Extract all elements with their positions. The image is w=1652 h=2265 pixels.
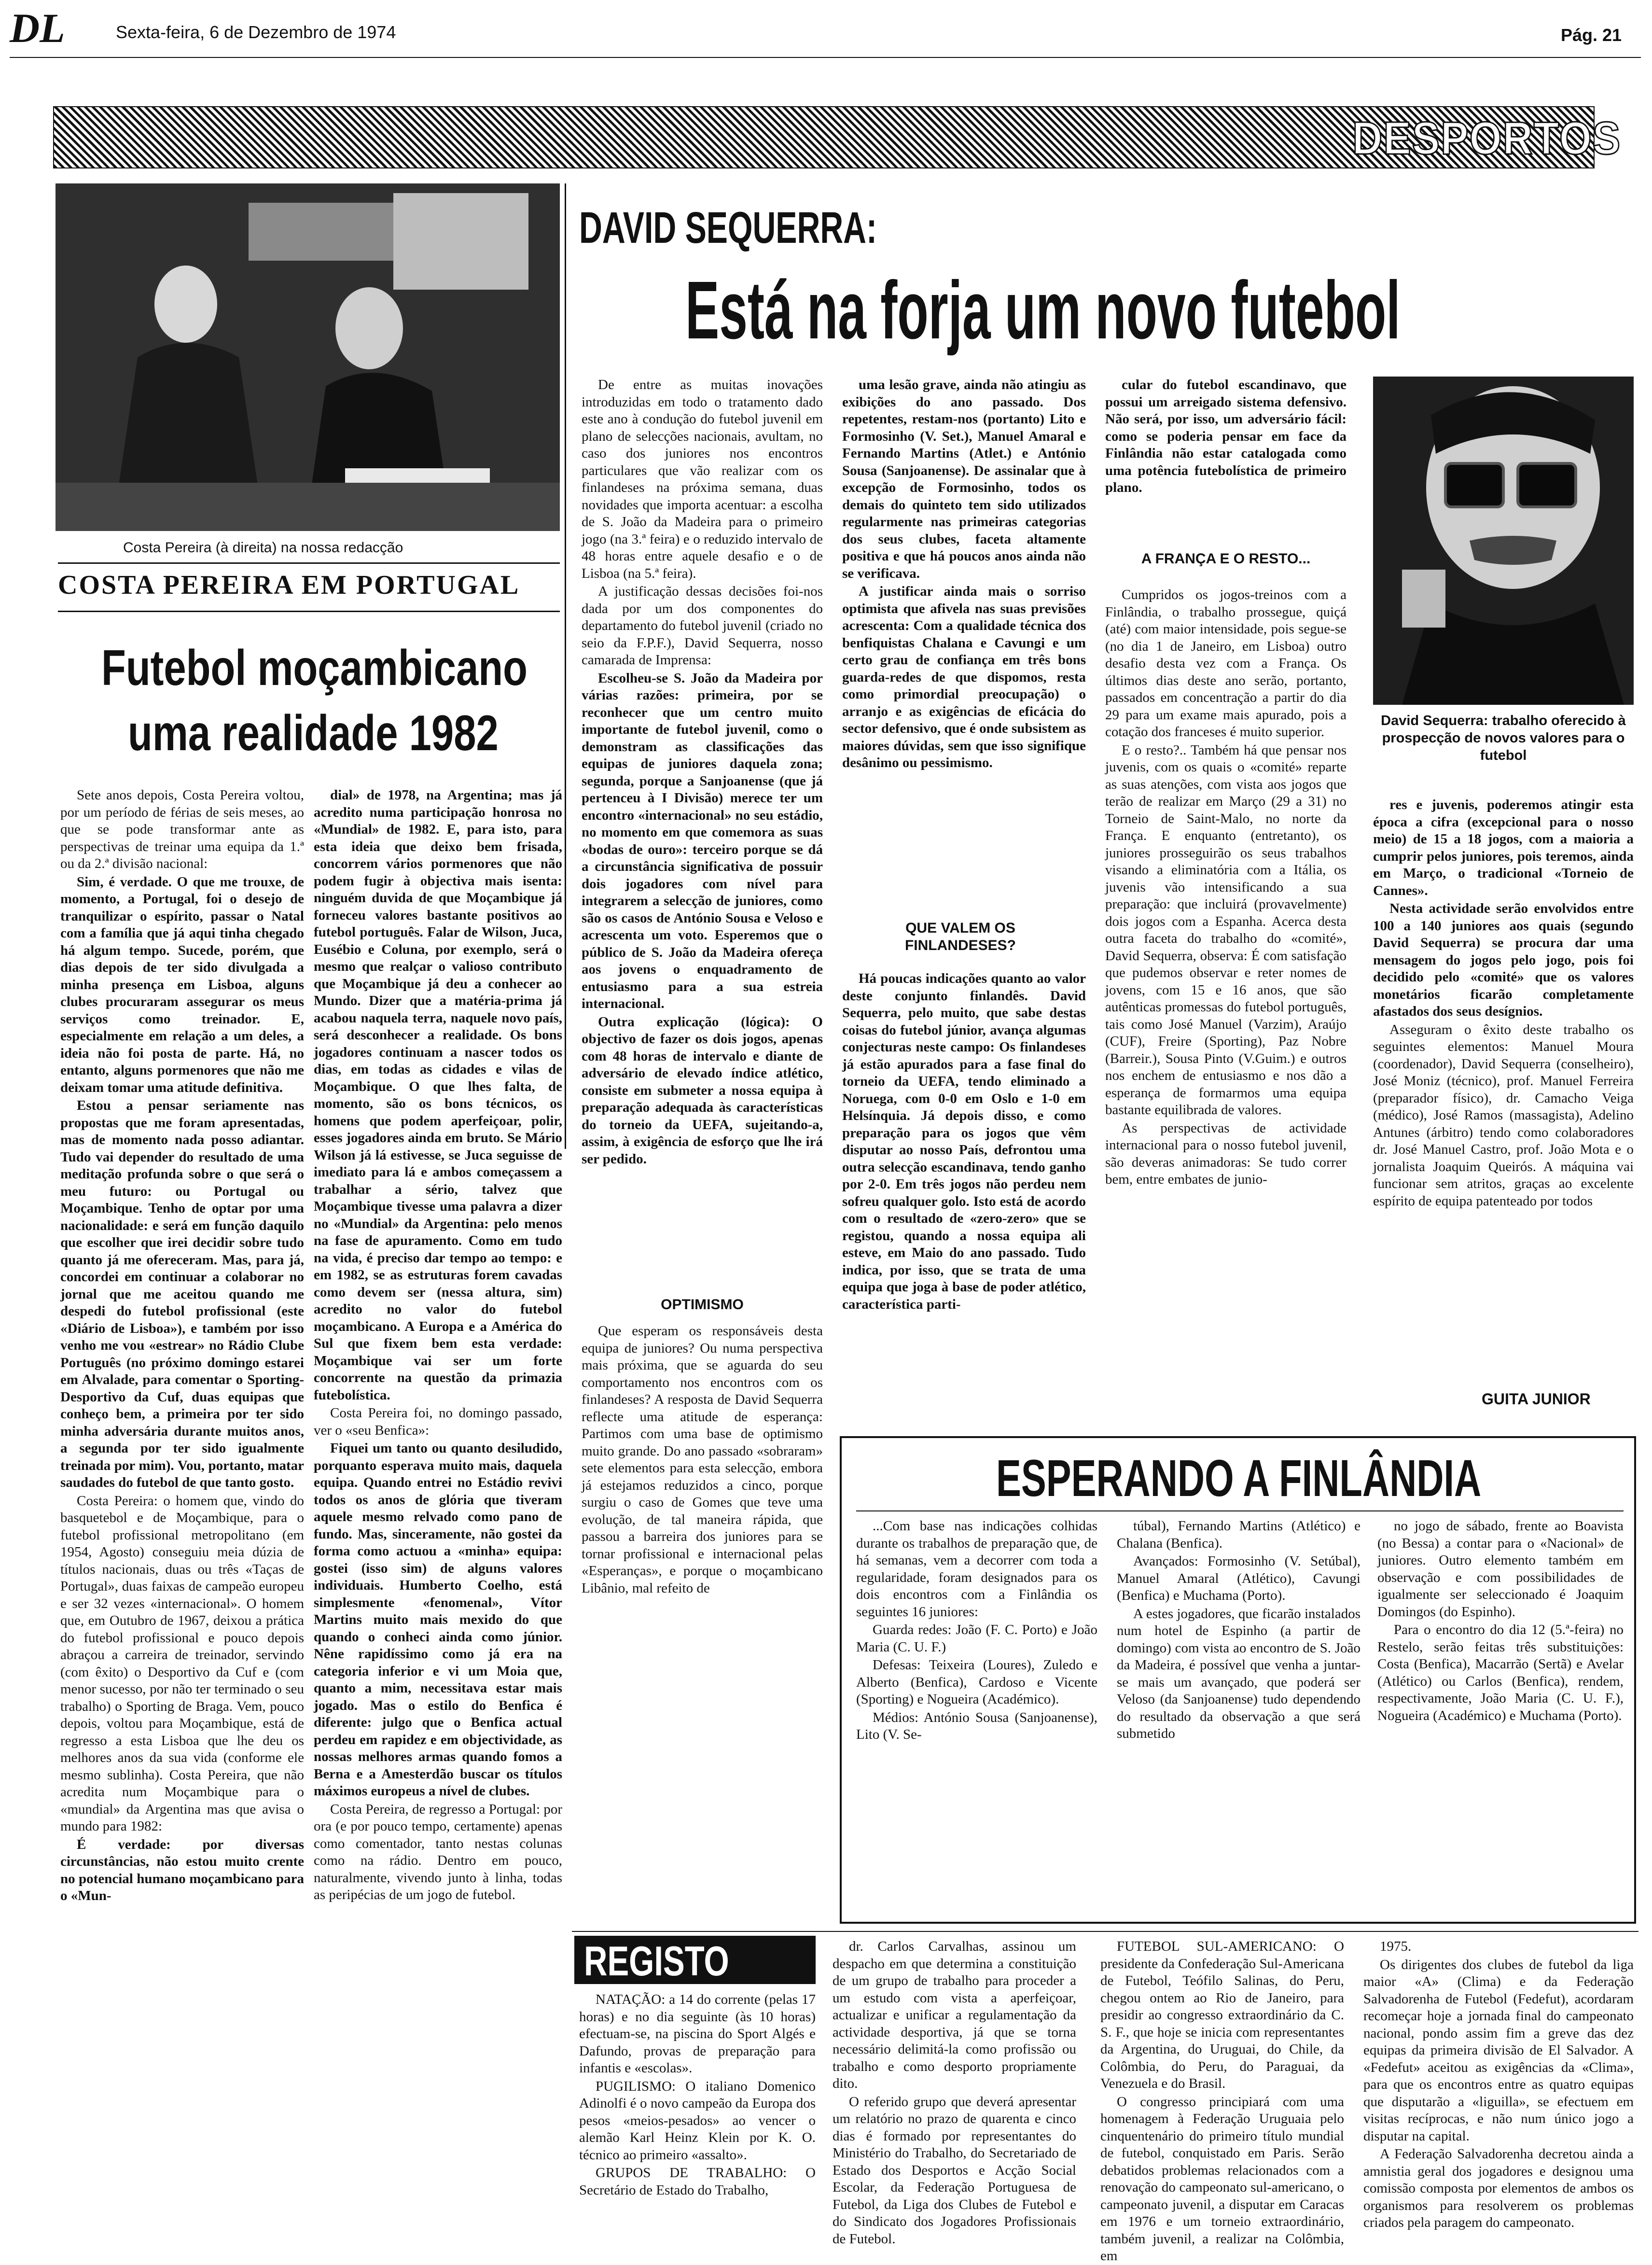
- paragraph: E o resto?.. Também há que pensar nos juvenis, com os quais o «comité» reparte as suas atenções, com vista aos jogos que terão de realizar em Março (29 a 31) no Torneio de Saint-Malo, no norte da França. E enquanto (entretanto), os juniores prosseguirão os seus trabalhos visando a eliminatória com a Itália, os juvenis vão intensificando a sua preparação: que incluirá (provavelmente) dois jogos com a Espanha. Acerca desta outra faceta do trabalho do «comité», David Sequerra, observa: É com satisfação que pudemos observar e reter nomes de jovens, com 15 e 16 anos, que são autênticas promessas do futebol português, tais como José Manuel (Varzim), Araújo (CUF), Freire (Sporting), Paz Nobre (Barreir.), Sousa Pinto (V.Guim.) e outros nos enchem de entusiasmo e nos dão a esperança de formarmos uma equipa bastante equilibrada de valores.: [1105, 742, 1347, 1118]
- paragraph: De entre as muitas inovações introduzidas em todo o tratamento dado este ano à condução do futebol juvenil em plano de selecções nacionais, avultam, no caso dos juniores nos encontros particulares que vão realizar com os finlandeses na próxima semana, duas novidades que importa acentuar: a escolha de S. João da Madeira para o primeiro jogo (na 3.ª feira) e o reduzido intervalo de 48 horas entre aquele desafio e o de Lisboa (na 5.ª feira).: [582, 377, 823, 581]
- paragraph: Para o encontro do dia 12 (5.ª-feira) no Restelo, serão feitas três substituições: Costa (Benfica), Macarrão (Sertã) e Avelar (Atlético) ou Carlos (Benfica), rendem, respectivamente, João Maria (C. U. F.), Nogueira (Académico) e Muchama (Porto).: [1377, 1622, 1624, 1723]
- left-headline-line1: Futebol moçambicano: [101, 640, 528, 696]
- header-rule: [10, 57, 1641, 58]
- left-column-2: [314, 787, 562, 2254]
- david-sequerra-photo: [1373, 377, 1634, 705]
- column-divider: [565, 183, 566, 1149]
- main-column-3: [1105, 377, 1347, 521]
- registo-column-2: [833, 1938, 1076, 2254]
- paragraph: res e juvenis, poderemos atingir esta época a cifra (excepcional para o nosso meio) de 15 a 18 jogos, com a maioria a cumprir pelos juniores, pois teremos, ainda em Março, o tradicional «Torneio de Cannes».: [1373, 797, 1634, 898]
- paragraph: A justificar ainda mais o sorriso optimista que afivela nas suas previsões acrescenta: Com a qualidade técnica dos benfiquistas Chalana e Cavungi e um certo grau de confiança em três bons guarda-redes de que dispomos, resta como primordial preocupação) o arranjo e as exigências de eficácia do sector defensivo, que é onde subsistem as maiores dúvidas, sem que isso signifique desânimo ou pessimismo.: [842, 584, 1086, 770]
- paragraph: túbal), Fernando Martins (Atlético) e Chalana (Benfica).: [1117, 1518, 1360, 1551]
- paragraph: Escolheu-se S. João da Madeira por várias razões: primeira, por se reconhecer que um centro muito importante de futebol juvenil, como o demonstram as classificações das equipas de juniores daquela zona; segunda, porque a Sanjoanense (que já pertenceu à I Divisão) merece ter um encontro «internacional» no seu estádio, no momento em que comemora as suas «bodas de ouro»: terceiro porque se dá a circunstância significativa de possuir dois jogadores com nível para integrarem a selecção de juniores, como são os casos de António Sousa e Veloso e acrescenta um voto. Esperemos que o público de S. João da Madeira ofereça aos jovens o enquadramento de entusiasmo para a sua estreia internacional.: [582, 670, 823, 1011]
- paragraph: cular do futebol escandinavo, que possui um arreigado sistema defensivo. Não será, por isso, um adversário fácil: como se poderia pensar em face da Finlândia não estar catalogada como uma potência futebolística de primeiro plano.: [1105, 377, 1347, 495]
- section-banner: [53, 106, 1622, 168]
- registo-title: REGISTO: [584, 1938, 729, 1985]
- main-column-1: [582, 377, 823, 1270]
- david-sequerra-caption: David Sequerra: trabalho oferecido à prospecção de novos valores para o futebol: [1381, 713, 1626, 763]
- finlandia-rule: [856, 1510, 1624, 1511]
- paragraph: A estes jogadores, que ficarão instalados num hotel de Espinho (a partir de domingo) com vista ao encontro de S. João da Madeira, é possível que venha a juntar-se mais um avançado, que poderá ser Veloso (da Sanjoanense) tudo dependendo do resultado da observação a que será submetido: [1117, 1606, 1360, 1741]
- main-column-2: [842, 377, 1086, 915]
- paragraph: Costa Pereira, de regresso a Portugal: por ora (e por pouco tempo, certamente) apenas como comentador, tanto nestas colunas como na rádio. Dentro em pouco, naturalmente, vivendo junto à linha, todas as peripécias de um jogo de futebol.: [314, 1801, 562, 1902]
- paragraph: É verdade: por diversas circunstâncias, não estou muito crente no potencial humano moçambicano para o «Mun-: [60, 1836, 304, 1903]
- main-headline: Está na forja um novo futebol: [685, 265, 1401, 356]
- finlandia-column-1: [856, 1518, 1097, 1914]
- paragraph: Há poucas indicações quanto ao valor deste conjunto finlandês. David Sequerra, pelo muito, que sabe destas coisas do futebol júnior, avança algumas conjecturas neste campo: Os finlandeses já estão apurados para a fase final do torneio da UEFA, tendo eliminado a Noruega, com 0-0 em Oslo e 1-0 em Helsínquia. Já depois disso, e como preparação para os jogos que vêm disputar ao nosso País, defrontou uma outra selecção escandinava, tendo ganho por 2-0. Em três jogos não perdeu nem sofreu qualquer golo. Isto está de acordo com o resultado de «zero-zero» que se registou, quando a nossa equipa ali esteve, em Maio do ano passado. Tudo indica, por isso, que se trata de uma equipa que joga à base de poder atlético, característica parti-: [842, 971, 1086, 1312]
- franca-heading: A FRANÇA E O RESTO...: [1141, 551, 1311, 567]
- finlandia-column-3: [1377, 1518, 1624, 1914]
- left-headline-line2: uma realidade 1982: [128, 705, 499, 761]
- paragraph: dial» de 1978, na Argentina; mas já acredito numa participação honrosa no «Mundial» de 1982. E, para isto, para esta ideia que deixo bem frisada, concorrem vários pormenores que não podem fugir à objectiva mais isenta: ninguém duvida de que Moçambique já forneceu valores bastante positivos ao futebol português. Falar de Wilson, Juca, Eusébio e Coluna, por exemplo, será o mesmo que realçar o valioso contributo que Moçambique já deu a conhecer ao Mundo. Dizer que a matéria-prima já acabou naquela terra, naquele novo país, será desconhecer a realidade. Os bons jogadores continuam a nascer todos os dias, em todas as cidades e vilas de Moçambique. O que lhes falta, de momento, são os bons técnicos, os homens que podem aperfeiçoar, polir, esses jogadores ainda em bruto. Se Mário Wilson já lá estivesse, se Juca seguisse de imediato para lá e ambos começassem a trabalhar a sério, talvez que Moçambique tivesse uma palavra a dizer no «Mundial» da Argentina: pelo menos na fase de apuramento. Como em tudo na vida, é preciso dar tempo ao tempo: e em 1982, se as estruturas forem cavadas como devem ser (nessa altura, sim) acredito no valor do futebol moçambicano. A Europa e a América do Sul que fixem bem esta verdade: Moçambique vai ser um forte concorrente na questão da primazia futebolística.: [314, 787, 562, 1403]
- registo-column-3: [1100, 1938, 1344, 2264]
- paragraph: Os dirigentes dos clubes de futebol da liga maior «A» (Clima) e da Federação Salvadorenha de Futebol (Fedefut), acordaram recomeçar hoje a jornada final do campeonato nacional, pondo assim fim a greve das dez equipas da primeira divisão de El Salvador. A «Fedefut» aceitou as exigências da «Clima», para que os encontros entre as quatro equipas que disputarão a «liguilla», se efectuem em visitas recíprocas, e não num único jogo a disputar na capital.: [1363, 1957, 1634, 2144]
- paragraph: Asseguram o êxito deste trabalho os seguintes elementos: Manuel Moura (coordenador), David Sequerra (conselheiro), José Moniz (técnico), prof. Manuel Ferreira (preparador físico), dr. Camacho Veiga (médico), José Ramos (massagista), Adelino Antunes (árbitro) tendo como colaboradores dr. José Manuel Castro, prof. João Mota e o jornalista Joaquim Queirós. A máquina vai funcionar sem atritos, graças ao excelente espírito de equipa patenteado por todos: [1373, 1021, 1634, 1209]
- paragraph: Nesta actividade serão envolvidos entre 100 a 140 juniores aos quais (segundo David Sequerra) se procura dar uma mensagem do jogos pelo jogo, pois foi decidido pelo «comité» que os valores monetários ficarão completamente afastados dos seus desígnios.: [1373, 901, 1634, 1019]
- registo-top-rule: [572, 1931, 1638, 1932]
- paragraph: Médios: António Sousa (Sanjoanense), Lito (V. Se-: [856, 1709, 1097, 1742]
- main-column-4: [1373, 797, 1634, 1383]
- finlandia-box: [840, 1436, 1636, 1924]
- paragraph: Costa Pereira foi, no domingo passado, ver o «seu Benfica»:: [314, 1405, 562, 1438]
- registo-column-1: [579, 1991, 816, 2254]
- finlandeses-heading: QUE VALEM OS FINLANDESES?: [904, 920, 1016, 953]
- finlandeses-column: [842, 970, 1086, 1402]
- paragraph: Defesas: Teixeira (Loures), Zuledo e Alberto (Benfica), Cardoso e Vicente (Sporting) e Nogueira (Académico).: [856, 1657, 1097, 1707]
- paragraph: O congresso principiará com uma homenagem à Federação Uruguaia pelo cinquentenário do primeiro título mundial de futebol, conquistado em Paris. Serão debatidos problemas relacionados com a renovação do campeonato sul-americano, o campeonato juvenil, a disputar em Caracas em 1976 e um torneio extraordinário, também juvenil, a realizar na Colômbia, em: [1100, 2094, 1344, 2264]
- paragraph: no jogo de sábado, frente ao Boavista (no Bessa) a contar para o «Nacional» de juniores. Outro elemento também em observação e com possibilidades de igualmente ser seleccionado é Joaquim Domingos (do Espinho).: [1377, 1518, 1624, 1620]
- main-kicker: DAVID SEQUERRA:: [579, 203, 877, 252]
- paragraph: As perspectivas de actividade internacional para o nosso futebol juvenil, são deveras animadoras: Se tudo correr bem, entre embates de junio-: [1105, 1120, 1347, 1187]
- section-title: DESPORTOS: [1352, 112, 1622, 164]
- paragraph: Avançados: Formosinho (V. Setúbal), Manuel Amaral (Atlético), Cavungi (Benfica) e Muchama (Porto).: [1117, 1553, 1360, 1603]
- paragraph: A Federação Salvadorenha decretou ainda a amnistia geral dos jogadores e designou uma comissão composta por elementos de ambos os organismos para resolverem os problemas criados pela paragem do campeonato.: [1363, 2146, 1634, 2230]
- left-kicker: COSTA PEREIRA EM PORTUGAL: [58, 570, 520, 600]
- paragraph: Outra explicação (lógica): O objectivo de fazer os dois jogos, apenas com 48 horas de intervalo e diante de adversário de elevado índice atlético, consiste em submeter a nossa equipa à preparação adequada às características do torneio da UEFA, sujeitando-a, assim, à exigência de esforço que lhe irá ser pedido.: [582, 1014, 823, 1167]
- finlandia-headline: ESPERANDO A FINLÂNDIA: [996, 1449, 1482, 1507]
- paragraph: ...Com base nas indicações colhidas durante os trabalhos de preparação que, de há semanas, vem a decorrer com toda a regularidade, foram designados para os dois encontros com a Finlândia os seguintes 16 juniores:: [856, 1518, 1097, 1620]
- paragraph: Costa Pereira: o homem que, vindo do basquetebol e de Moçambique, para o futebol profissional metropolitano (em 1954, Agosto) conseguiu meia dúzia de títulos nacionais, duas ou três «Taças de Portugal», duas faixas de campeão europeu e ser 32 vezes «internacional». O homem que, em Outubro de 1967, deixou a prática do futebol profissional e pouco depois abraçou a carreira de treinador, servindo (com êxito) o Desportivo da Cuf e (com menor sucesso, por não ter terminado o seu trabalho) o Sporting de Braga. Vem, pouco depois, voltou para Moçambique, está de regresso a esta Lisboa que lhe deu os melhores anos da sua vida (conforme ele mesmo sublinha). Costa Pereira, que não acredita num Moçambique para o «mundial» da Argentina mas que avisa o mundo para 1982:: [60, 1493, 304, 1834]
- registo-column-4: [1363, 1938, 1634, 2254]
- paragraph: GRUPOS DE TRABALHO: O Secretário de Estado do Trabalho,: [579, 2165, 816, 2198]
- franca-column: [1105, 587, 1347, 1402]
- paragraph: FUTEBOL SUL-AMERICANO: O presidente da Confederação Sul-Americana de Futebol, Teófilo Salinas, do Peru, chegou ontem ao Rio de Janeiro, para presidir ao congresso extraordinário da C. S. F., que hoje se inicia com representantes da Argentina, do Uruguai, do Chile, da Colômbia, do Peru, do Paraguai, da Venezuela e do Brasil.: [1100, 1939, 1344, 2091]
- paragraph: Sete anos depois, Costa Pereira voltou, por um período de férias de seis meses, ao que se pode transformar ante as perspectivas de treinar uma equipa da 1.ª ou da 2.ª divisão nacional:: [60, 787, 304, 871]
- page-number: Pág. 21: [1561, 25, 1622, 45]
- paragraph: Que esperam os responsáveis desta equipa de juniores? Ou numa perspectiva mais próxima, que se aguarda do seu comportamento nos encontros com os finlandeses? A resposta de David Sequerra reflecte uma atitude de esperança: Partimos com uma base de optimismo muito grande. Do ano passado «sobraram» sete elementos para esta selecção, embora já estejamos reduzidos a cinco, porque surgiu o caso de Gomes que teve uma evolução, de tal maneira rápida, que passou a barreira dos juniores para se tornar profissional e internacional pelas «Esperanças», e porque o moçambicano Libânio, mal refeito de: [582, 1323, 823, 1596]
- paragraph: Estou a pensar seriamente nas propostas que me foram apresentadas, mas de momento nada posso adiantar. Tudo vai depender do resultado de uma meditação profunda sobre o que será o meu futuro: ou Portugal ou Moçambique. Tenho de optar por uma nacionalidade: e será em função daquilo que escolher que irei decidir sobre tudo quanto já me ofereceram. Mas, para já, concordei em continuar a colaborar no jornal que me aceitou quando me despedi do futebol profissional (este «Diário de Lisboa»), e também por isso venho me vou «estrear» no Rádio Clube Português (no próximo domingo estarei em Alvalade, para comentar o Sporting-Desportivo da Cuf, duas equipas que conheço bem, a primeira por ter sido minha adversária durante muitos anos, a segunda por ter sido igualmente treinada por mim). Vou, portanto, matar saudades do futebol de que tanto gosto.: [60, 1098, 304, 1490]
- kicker-bottom-rule: [58, 611, 560, 612]
- paragraph: Cumpridos os jogos-treinos com a Finlândia, o trabalho prossegue, quiçá (até) com maior intensidade, pois segue-se (no dia 1 de Janeiro, em Lisboa) outro desafio desta vez com a França. Os últimos dias deste ano serão, portanto, passados em concentração a partir do dia 29 para um exame mais apurado, pois a cotação dos franceses é muito superior.: [1105, 587, 1347, 740]
- left-column-1: [60, 787, 304, 2254]
- paragraph: Fiquei um tanto ou quanto desiludido, porquanto esperava muito mais, daquela equipa. Quando entrei no Estádio revivi todos os anos de glória que tiveram aquele mesmo relvado como pano de fundo. Mas, sinceramente, não gostei da forma como actuou a «minha» equipa: gostei (isso sim) de alguns valores individuais. Humberto Coelho, está simplesmente «fenomenal», Vítor Martins muito mais mexido do que quando o conheci ainda como júnior. Nêne rapidíssimo como já era na categoria inferior e vi um Moia que, quanto a mim, necessitava estar mais jogado. Mas o estilo do Benfica é diferente: julgo que o Benfica actual perdeu em rapidez e em objectividade, as nossas melhores armas quando fomos a Berna e a Amesterdão buscar os títulos máximos europeus a nível de clubes.: [314, 1440, 562, 1799]
- kicker-top-rule: [58, 562, 560, 564]
- article-signature: GUITA JUNIOR: [1482, 1390, 1591, 1408]
- optimismo-column: [582, 1323, 823, 1972]
- costa-pereira-photo-caption: Costa Pereira (à direita) na nossa redacção: [123, 540, 403, 556]
- optimismo-heading: OPTIMISMO: [661, 1297, 744, 1313]
- newspaper-logo: DL: [10, 5, 65, 51]
- paragraph: uma lesão grave, ainda não atingiu as exibições do ano passado. Dos repetentes, restam-nos (portanto) Lito e Formosinho (V. Set.), Manuel Amaral e Fernando Martins (Atlet.) e António Sousa (Sanjoanense). De assinalar que à excepção de Formosinho, todos os demais do quinteto tem sido utilizados regularmente nas primeiras categorias dos seus clubes, faceta altamente positiva e que há poucos anos ainda não se verificava.: [842, 377, 1086, 581]
- paragraph: PUGILISMO: O italiano Domenico Adinolfi é o novo campeão da Europa dos pesos «meios-pesados» ao vencer o alemão Karl Heinz Klein por K. O. técnico ao primeiro «assalto».: [579, 2078, 816, 2163]
- costa-pereira-photo: [56, 183, 560, 531]
- paragraph: O referido grupo que deverá apresentar um relatório no prazo de quarenta e cinco dias é formado por representantes do Ministério do Trabalho, do Secretariado de Estado dos Desportos e Acção Social Escolar, da Federação Portuguesa de Futebol, da Liga dos Clubes de Futebol e do Sindicato dos Jogadores Profissionais de Futebol.: [833, 2094, 1076, 2247]
- finlandia-column-2: [1117, 1518, 1360, 1914]
- paragraph: dr. Carlos Carvalhas, assinou um despacho em que determina a constituição de um grupo de trabalho para proceder a um estudo com vista a aperfeiçoar, actualizar e unificar a regulamentação da actividade desportiva, já que se torna necessário delimitá-la como profissão ou trabalho e como desporto propriamente dito.: [833, 1939, 1076, 2091]
- registo-banner: [574, 1936, 816, 1984]
- paragraph: Guarda redes: João (F. C. Porto) e João Maria (C. U. F.): [856, 1622, 1097, 1655]
- issue-date: Sexta-feira, 6 de Dezembro de 1974: [116, 22, 396, 42]
- paragraph: NATAÇÃO: a 14 do corrente (pelas 17 horas) e no dia seguinte (às 10 horas) efectuam-se, na piscina do Sport Algés e Dafundo, provas de preparação para infantis e «escolas».: [579, 1992, 816, 2076]
- paragraph: Sim, é verdade. O que me trouxe, de momento, a Portugal, foi o desejo de tranquilizar o espírito, passar o Natal com a família que já aqui tinha chegado há algum tempo. Sucede, porém, que dias depois de ter sido divulgada a minha presença em Lisboa, alguns clubes procuraram assegurar os meus serviços como treinador. E, especialmente em relação a um deles, a ideia não foi posta de parte. Há, no entanto, alguns pormenores que não me deixam tomar uma atitude definitiva.: [60, 874, 304, 1095]
- paragraph: A justificação dessas decisões foi-nos dada por um dos componentes do departamento do futebol juvenil (criado no seio da F.P.F.), David Sequerra, nosso camarada de Imprensa:: [582, 584, 823, 668]
- paragraph: 1975.: [1380, 1939, 1412, 1954]
